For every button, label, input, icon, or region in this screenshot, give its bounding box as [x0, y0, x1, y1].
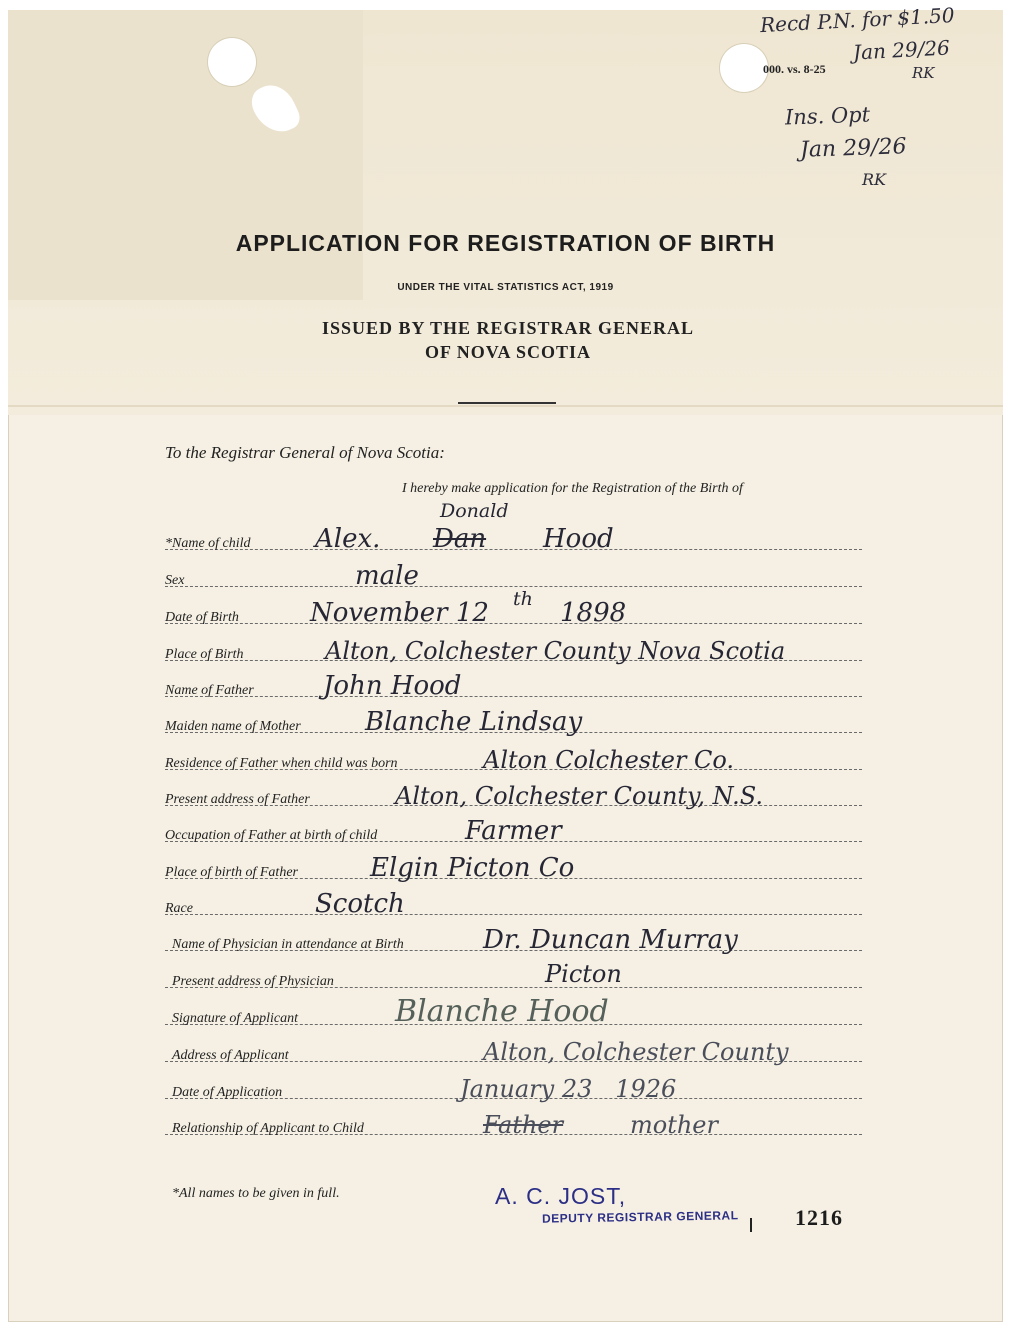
relationship-struck: Father: [483, 1111, 564, 1139]
stamp-registrar-title: DEPUTY REGISTRAR GENERAL: [541, 1208, 739, 1226]
note-indexed: Ins. Opt: [784, 102, 871, 130]
note-fee-date: Jan 29/26: [852, 35, 951, 65]
field-value: Blanche Lindsay: [365, 707, 583, 737]
field-label: Name of Physician in attendance at Birth: [172, 937, 404, 952]
child-last-name: Hood: [543, 524, 614, 554]
fold-line: [8, 405, 1003, 407]
issuer-line-2: OF NOVA SCOTIA: [424, 342, 592, 362]
salutation: To the Registrar General of Nova Scotia:: [165, 443, 445, 462]
child-first-name: Alex.: [315, 524, 381, 554]
field-label: Date of Birth: [165, 610, 239, 625]
field-value: male: [355, 561, 419, 591]
field-value: Scotch: [315, 889, 405, 919]
applicant-signature: Blanche Hood: [395, 994, 609, 1029]
field-label: Present address of Physician: [172, 974, 334, 989]
field-race: [165, 889, 862, 919]
field-place-of-birth: [165, 639, 862, 665]
field-value: John Hood: [323, 671, 462, 701]
field-value: Alton, Colchester County Nova Scotia: [325, 637, 786, 665]
field-label: Residence of Father when child was born: [165, 756, 398, 771]
punch-hole-left: [208, 38, 256, 86]
form-number: 000. vs. 8-25: [763, 62, 826, 76]
field-label: *Name of child: [165, 536, 251, 551]
field-occupation-of-father: [165, 816, 862, 846]
field-date-of-application: [165, 1077, 862, 1103]
field-value: Picton: [545, 960, 622, 988]
birth-year: 1898: [560, 598, 627, 628]
note-indexed-initials: RK: [862, 170, 886, 189]
field-label: Date of Application: [172, 1085, 283, 1100]
field-label: Maiden name of Mother: [165, 719, 301, 734]
punch-hole-right: [720, 44, 768, 92]
field-label: Sex: [165, 573, 185, 588]
child-middle-name-struck: Dan: [433, 524, 487, 554]
relationship-value: mother: [630, 1111, 718, 1139]
birth-month-day: November 12: [310, 598, 489, 628]
field-value: Elgin Picton Co: [370, 853, 575, 883]
field-name-of-child: [165, 524, 862, 554]
note-fee-initials: RK: [912, 64, 935, 82]
child-middle-name-correction: Donald: [440, 500, 509, 522]
note-indexed-date: Jan 29/26: [799, 134, 907, 163]
field-value: Alton, Colchester County: [483, 1038, 789, 1066]
field-label: Place of birth of Father: [165, 865, 298, 880]
issuer-line-1: ISSUED BY THE REGISTRAR GENERAL: [321, 318, 695, 338]
fill-line: [165, 549, 862, 550]
field-label: Name of Father: [165, 683, 254, 698]
note-fee-received: Recd P.N. for $1.50: [759, 2, 956, 38]
field-label: Race: [165, 901, 193, 916]
field-label: Address of Applicant: [172, 1048, 289, 1063]
footnote: *All names to be given in full.: [172, 1186, 340, 1201]
field-value: January 23 1926: [460, 1075, 677, 1103]
field-value: Alton Colchester Co.: [483, 746, 735, 774]
field-maiden-name-of-mother: [165, 707, 862, 737]
registration-number: 1216: [795, 1205, 843, 1230]
field-value: Alton, Colchester County, N.S.: [395, 782, 763, 810]
field-place-of-birth-of-father: [165, 853, 862, 883]
field-name-of-father: [165, 671, 862, 701]
title-rule: [458, 402, 556, 404]
stamp-registrar-name: A. C. JOST,: [495, 1183, 627, 1209]
field-physician-address: [165, 960, 862, 992]
ink-tick-mark: [750, 1218, 752, 1232]
field-physician-name: [165, 925, 862, 955]
fill-line: [165, 586, 862, 587]
document-title: APPLICATION FOR REGISTRATION OF BIRTH: [235, 230, 776, 256]
field-relationship: [165, 1113, 862, 1139]
field-residence-of-father: [165, 748, 862, 774]
fill-line: [165, 914, 862, 915]
field-label: Present address of Father: [165, 792, 310, 807]
fill-line: [165, 623, 862, 624]
field-label: Place of Birth: [165, 647, 244, 662]
field-value: Farmer: [465, 816, 562, 846]
fill-line: [165, 696, 862, 697]
field-present-address-of-father: [165, 784, 862, 810]
field-label: Relationship of Applicant to Child: [172, 1121, 364, 1136]
field-value: Dr. Duncan Murray: [483, 925, 738, 955]
field-label: Signature of Applicant: [172, 1011, 298, 1026]
birth-day-suffix: th: [513, 588, 533, 610]
field-signature-of-applicant: [165, 994, 862, 1029]
intro-text: I hereby make application for the Registration of the Birth of: [402, 481, 743, 496]
document-subtitle: UNDER THE VITAL STATISTICS ACT, 1919: [397, 282, 614, 293]
field-label: Occupation of Father at birth of child: [165, 828, 378, 843]
field-address-of-applicant: [165, 1040, 862, 1066]
